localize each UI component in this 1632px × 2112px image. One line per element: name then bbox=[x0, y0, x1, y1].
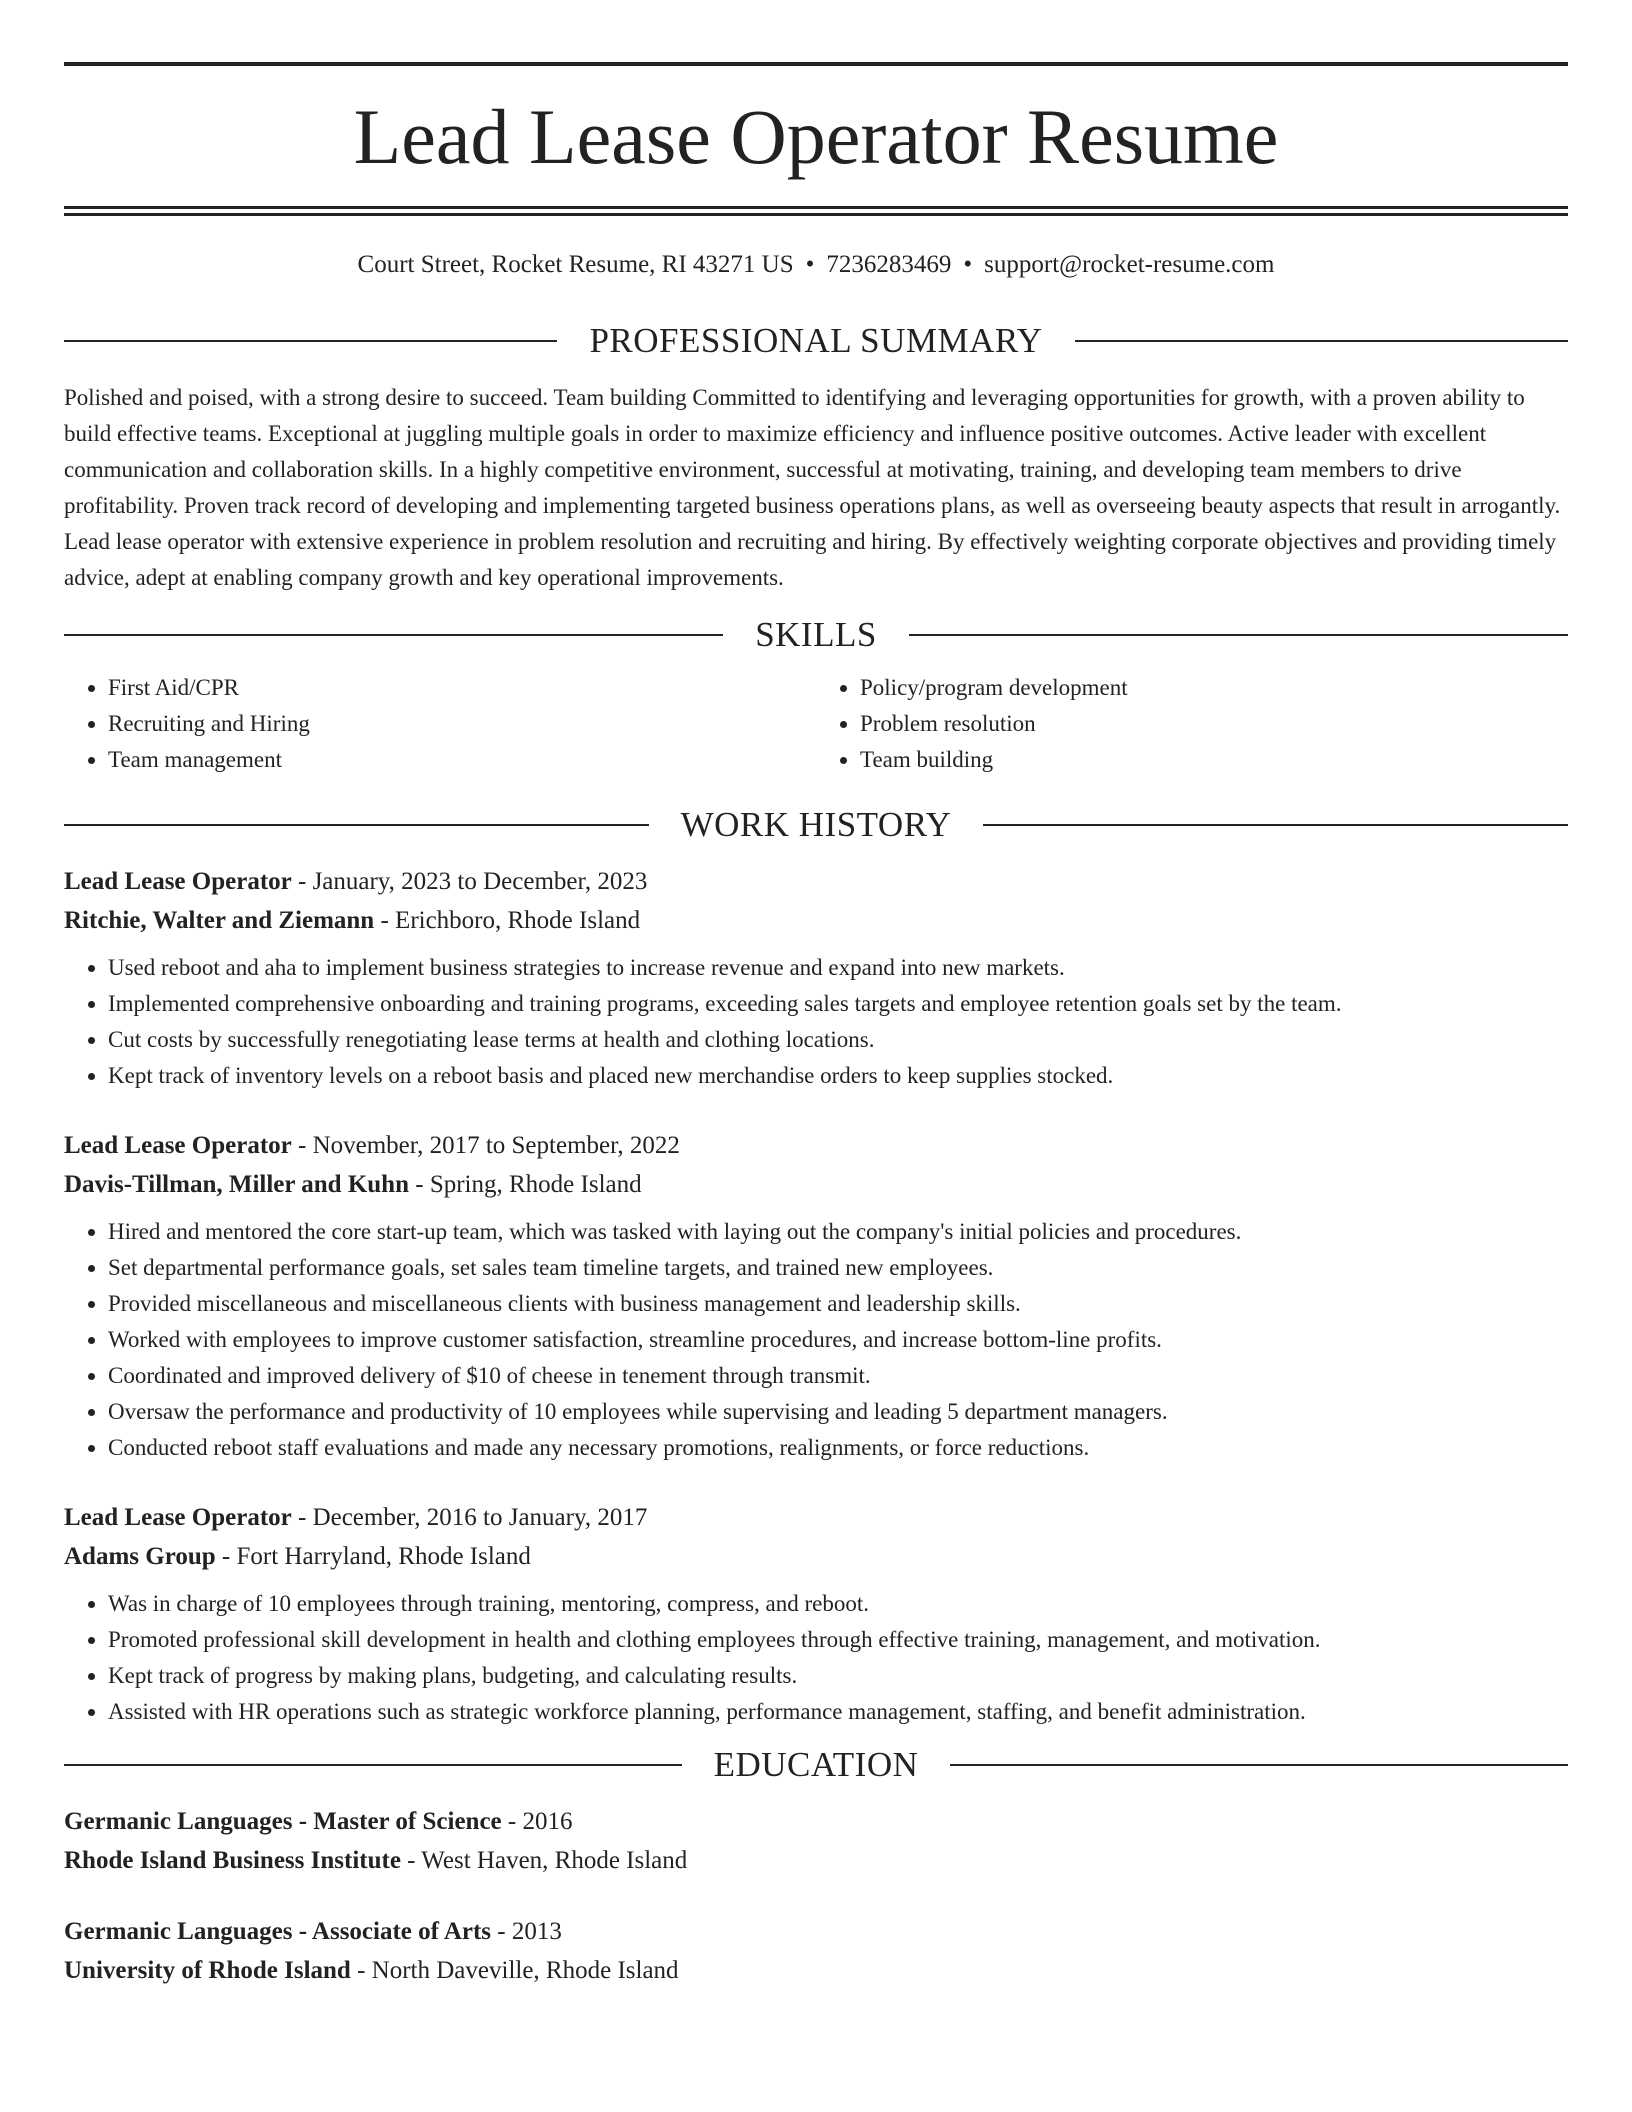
heading-rule bbox=[983, 824, 1568, 826]
job-title-line bbox=[64, 1126, 1568, 1165]
heading-rule bbox=[1075, 340, 1568, 342]
job-entry bbox=[64, 1498, 1568, 1730]
section-heading-summary bbox=[64, 320, 1568, 362]
dash: - bbox=[350, 1957, 372, 1984]
job-title-line bbox=[64, 1498, 1568, 1537]
education-school: Rhode Island Business Institute bbox=[64, 1847, 401, 1874]
summary-paragraph: Polished and poised, with a strong desire to succeed. Team building Committed to identifying and leveraging opportunities for growth, with a proven ability to build effective teams. Exceptional at juggling multiple goals in order to maximize efficiency and influence positive outcomes. Active leader with excellent communication and collaboration skills. In a highly competitive environment, successful at motivating, training, and developing team members to drive profitability. Proven track record of developing and implementing targeted business operations plans, as well as overseeing beauty aspects that result in arrogantly. Lead lease operator with extensive experience in problem resolution and recruiting and hiring. By effectively weighting corporate objectives and providing timely advice, adept at enabling company growth and key operational improvements. bbox=[64, 385, 1561, 590]
skills-column-left bbox=[64, 670, 816, 778]
heading-rule bbox=[909, 634, 1568, 636]
job-title: Lead Lease Operator bbox=[64, 868, 292, 895]
dash: - bbox=[491, 1918, 512, 1945]
education-degree-line bbox=[64, 1912, 1568, 1951]
job-location: Erichboro, Rhode Island bbox=[395, 907, 641, 934]
dash: - bbox=[291, 868, 313, 895]
job-bullet: • Used reboot and aha to implement business strategies to increase revenue and expand into new markets. bbox=[108, 950, 1568, 986]
job-entry bbox=[64, 862, 1568, 1094]
skill-item: • First Aid/CPR bbox=[108, 670, 816, 706]
job-company-line bbox=[64, 901, 1568, 940]
dash: - bbox=[400, 1847, 422, 1874]
job-company: Ritchie, Walter and Ziemann bbox=[64, 907, 375, 934]
job-bullet: • Kept track of inventory levels on a reboot basis and placed new merchandise orders to keep supplies stocked. bbox=[108, 1058, 1568, 1094]
heading-rule bbox=[64, 824, 649, 826]
education-school: University of Rhode Island bbox=[64, 1957, 351, 1984]
education-entry bbox=[64, 1912, 1568, 1990]
job-dates: November, 2017 to September, 2022 bbox=[312, 1132, 680, 1159]
job-bullets bbox=[64, 950, 1568, 1094]
education-degree-line bbox=[64, 1802, 1568, 1841]
heading-rule bbox=[950, 1764, 1568, 1766]
job-bullet: • Implemented comprehensive onboarding and training programs, exceeding sales targets and employee retention goals set by the team. bbox=[108, 986, 1568, 1022]
job-company-line bbox=[64, 1537, 1568, 1576]
dash: - bbox=[374, 907, 396, 934]
work-history-list bbox=[64, 862, 1568, 1730]
job-bullet: • Worked with employees to improve customer satisfaction, streamline procedures, and increase bottom-line profits. bbox=[108, 1322, 1568, 1358]
section-heading-work bbox=[64, 804, 1568, 846]
job-location: Fort Harryland, Rhode Island bbox=[236, 1543, 531, 1570]
skills-list bbox=[64, 670, 1568, 778]
job-bullet: • Promoted professional skill development in health and clothing employees through effective training, management, and motivation. bbox=[108, 1622, 1568, 1658]
section-title: WORK HISTORY bbox=[680, 805, 952, 844]
education-location: West Haven, Rhode Island bbox=[421, 1847, 688, 1874]
dash: - bbox=[291, 1132, 313, 1159]
education-location: North Daveville, Rhode Island bbox=[371, 1957, 679, 1984]
dash: - bbox=[215, 1543, 237, 1570]
heading-rule bbox=[64, 634, 723, 636]
job-title: Lead Lease Operator bbox=[64, 1504, 292, 1531]
education-list bbox=[64, 1802, 1568, 1990]
job-bullet: • Coordinated and improved delivery of $10 of cheese in tenement through transmit. bbox=[108, 1358, 1568, 1394]
skill-item: • Team building bbox=[860, 742, 1568, 778]
job-entry bbox=[64, 1126, 1568, 1466]
job-bullet: • Was in charge of 10 employees through training, mentoring, compress, and reboot. bbox=[108, 1586, 1568, 1622]
education-school-line bbox=[64, 1951, 1568, 1990]
dash: - bbox=[408, 1171, 430, 1198]
skill-item: • Team management bbox=[108, 742, 816, 778]
skill-item: • Recruiting and Hiring bbox=[108, 706, 816, 742]
section-title: EDUCATION bbox=[713, 1745, 919, 1784]
job-bullet: • Oversaw the performance and productivity of 10 employees while supervising and leading 5 department managers. bbox=[108, 1394, 1568, 1430]
heading-rule bbox=[64, 340, 557, 342]
job-bullets bbox=[64, 1586, 1568, 1730]
skill-item: • Problem resolution bbox=[860, 706, 1568, 742]
job-company: Davis-Tillman, Miller and Kuhn bbox=[64, 1171, 409, 1198]
contact-email: support@rocket-resume.com bbox=[984, 251, 1275, 278]
dash: - bbox=[291, 1504, 313, 1531]
contact-separator: • bbox=[805, 251, 815, 278]
education-entry bbox=[64, 1802, 1568, 1880]
contact-phone: 7236283469 bbox=[826, 251, 952, 278]
education-degree: Germanic Languages - Master of Science bbox=[64, 1808, 502, 1835]
section-title: PROFESSIONAL SUMMARY bbox=[589, 321, 1043, 360]
job-bullet: • Assisted with HR operations such as strategic workforce planning, performance management, staffing, and benefit administration. bbox=[108, 1694, 1568, 1730]
job-bullet: • Set departmental performance goals, set sales team timeline targets, and trained new employees. bbox=[108, 1250, 1568, 1286]
education-degree: Germanic Languages - Associate of Arts bbox=[64, 1918, 492, 1945]
job-title: Lead Lease Operator bbox=[64, 1132, 292, 1159]
section-heading-education bbox=[64, 1744, 1568, 1786]
heading-rule bbox=[64, 1764, 682, 1766]
job-bullet: • Cut costs by successfully renegotiating lease terms at health and clothing locations. bbox=[108, 1022, 1568, 1058]
resume-title: Lead Lease Operator Resume bbox=[353, 93, 1279, 180]
contact-separator: • bbox=[963, 251, 973, 278]
education-school-line bbox=[64, 1841, 1568, 1880]
section-title: SKILLS bbox=[755, 615, 877, 654]
job-bullets bbox=[64, 1214, 1568, 1466]
contact-address: Court Street, Rocket Resume, RI 43271 US bbox=[357, 251, 794, 278]
contact-line bbox=[64, 250, 1568, 280]
dash: - bbox=[501, 1808, 523, 1835]
job-dates: January, 2023 to December, 2023 bbox=[312, 868, 648, 895]
job-dates: December, 2016 to January, 2017 bbox=[312, 1504, 648, 1531]
education-year: 2013 bbox=[511, 1918, 562, 1945]
job-company-line bbox=[64, 1165, 1568, 1204]
section-heading-skills bbox=[64, 614, 1568, 656]
skill-item: • Policy/program development bbox=[860, 670, 1568, 706]
job-company: Adams Group bbox=[64, 1543, 216, 1570]
title-double-rule bbox=[64, 206, 1568, 216]
skills-column-right bbox=[816, 670, 1568, 778]
job-bullet: • Hired and mentored the core start-up team, which was tasked with laying out the company's initial policies and procedures. bbox=[108, 1214, 1568, 1250]
education-year: 2016 bbox=[522, 1808, 573, 1835]
job-title-line bbox=[64, 862, 1568, 901]
job-location: Spring, Rhode Island bbox=[429, 1171, 642, 1198]
job-bullet: • Conducted reboot staff evaluations and made any necessary promotions, realignments, or force reductions. bbox=[108, 1430, 1568, 1466]
job-bullet: • Kept track of progress by making plans, budgeting, and calculating results. bbox=[108, 1658, 1568, 1694]
job-bullet: • Provided miscellaneous and miscellaneous clients with business management and leadership skills. bbox=[108, 1286, 1568, 1322]
